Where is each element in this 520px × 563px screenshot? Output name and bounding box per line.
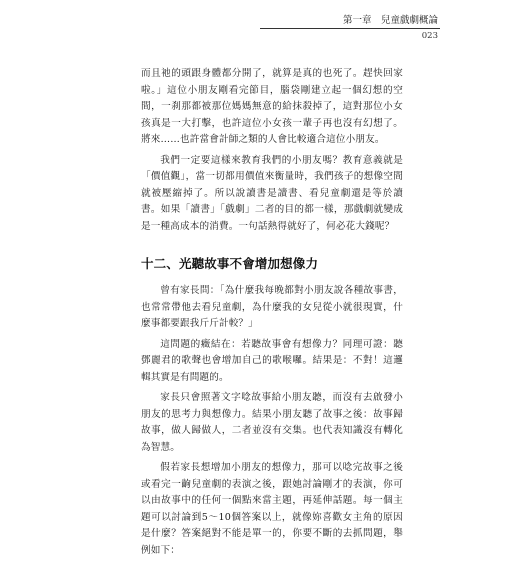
paragraphs-before bbox=[141, 66, 403, 235]
paragraph: 我們一定要這樣來教育我們的小朋友嗎？教育意義就是「價值觀」，當一切都用價值來衡量時，我們孩子的想像空間就被壓縮掉了。所以說讀書是讀書、看兒童劇還是等於讀書。如果「讀書」「戲劇」二者的目的都一樣，那戲劇就變成是一種高成本的消費。一句話熱得就好了，何必花大錢呢？ bbox=[141, 154, 403, 232]
paragraph: 曾有家長問：「為什麼我每晚都對小朋友說各種故事書，也常常帶他去看兒童劇，為什麼我的女兒從小就很現實，什麼事都要跟我斤斤計較？」 bbox=[141, 285, 403, 329]
paragraph: 而且祂的頭跟身體都分開了，就算是真的也死了。趕快回家啦。」這位小朋友剛看完節目，腦袋剛建立起一個幻想的空間，一刹那都被那位媽媽無意的給抹殺掉了，這對那位小女孩真是一大打擊，也許這位小女孩一輩子再也沒有幻想了。將來……也許當會計師之類的人會比較適合這位小朋友。 bbox=[141, 68, 403, 145]
paragraph: 假若家長想增加小朋友的想像力，那可以唸完故事之後或看完一齣兒童劇的表演之後，跟她討論剛才的表演，你可以由故事中的任何一個點來當主題，再延伸話題。每一個主題可以討論到5～10個答案以上，就像妳喜歡女主角的原因是什麼？答案絕對不能是單一的，你要不斷的去抓問題，舉例如下： bbox=[141, 462, 403, 556]
paragraphs-after bbox=[141, 283, 403, 559]
running-header bbox=[343, 15, 438, 42]
page-number: 023 bbox=[421, 31, 438, 41]
body-text bbox=[141, 66, 403, 563]
paragraph: 這問題的癥結在：若聽故事會有想像力？同理可證：聽鄧麗君的歌聲也會增加自己的歌喉囉。結果是：不對！這邏輯其實是有問題的。 bbox=[141, 338, 403, 383]
chapter-title: 第一章 兒童戲劇概論 bbox=[342, 15, 438, 26]
section-heading: 十二、光聽故事不會增加想像力 bbox=[141, 256, 319, 271]
header-rule bbox=[260, 28, 440, 29]
paragraph: 家長只會照著文字唸故事給小朋友聽，而沒有去啟發小朋友的思考力與想像力。結果小朋友聽了故事之後：故事歸故事，做人歸做人，二者並沒有交集。也代表知識沒有轉化為智慧。 bbox=[141, 392, 403, 453]
